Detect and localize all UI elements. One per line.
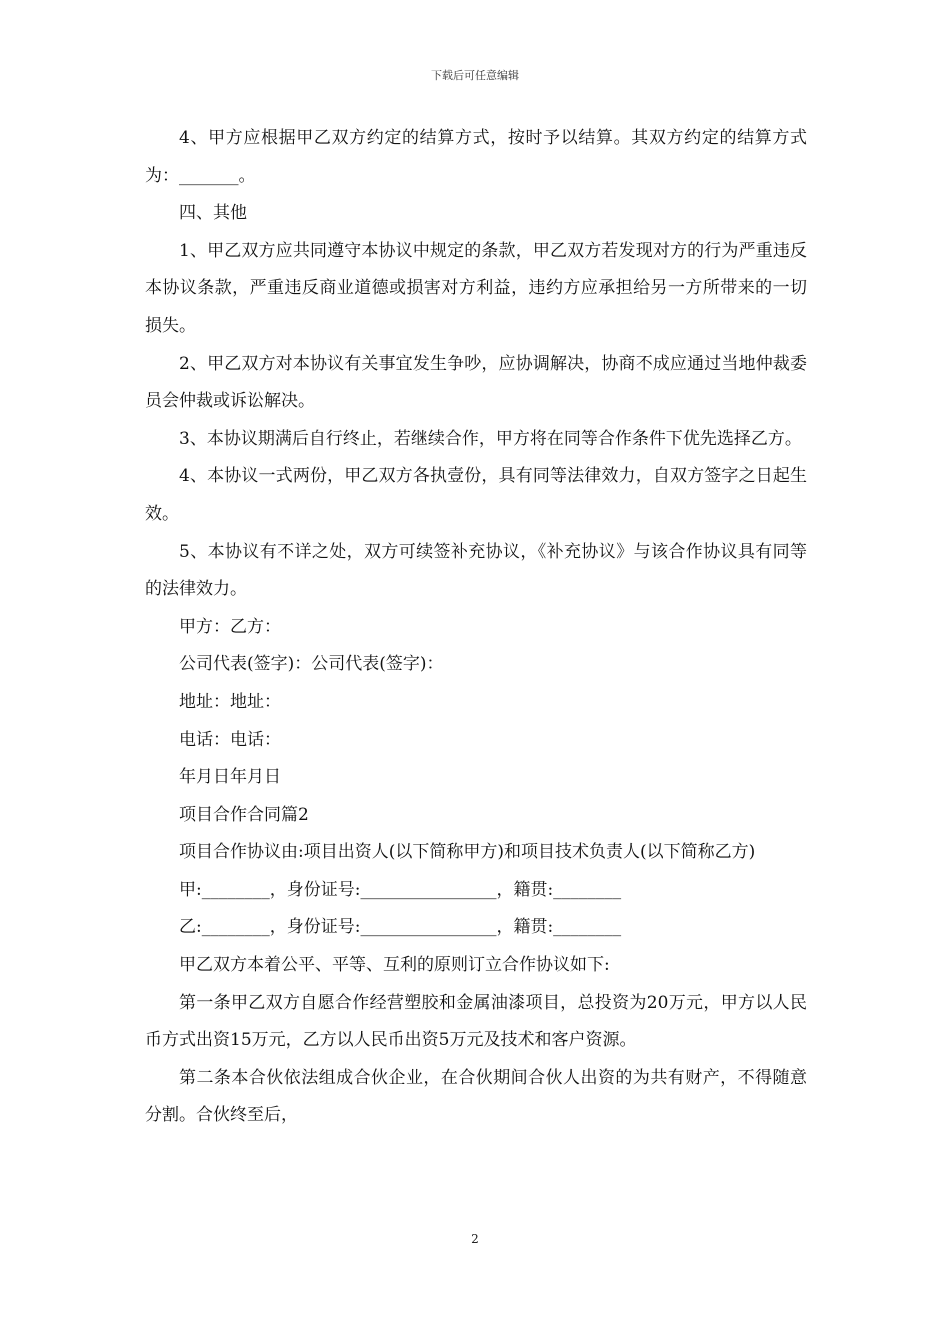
signature-representatives: 公司代表(签字)：公司代表(签字)： [179,654,444,675]
paragraph-principles: 甲乙双方本着公平、平等、互利的原则订立合作协议如下: [179,955,610,976]
page-header: 下载后可任意编辑 [431,69,519,82]
paragraph-clause-3: 3、本协议期满后自行终止，若继续合作，甲方将在同等合作条件下优先选择乙方。 [179,428,802,449]
party-b-info-line: 乙:________，身份证号:________________，籍贯:________ [179,917,622,938]
signature-addresses: 地址：地址： [179,691,281,712]
signature-dates: 年月日年月日 [179,767,281,788]
paragraph-settlement-clause: 4、甲方应根据甲乙双方约定的结算方式，按时予以结算。其双方约定的结算方式为：_______。 [145,128,807,186]
section-title-contract-2: 项目合作合同篇2 [179,804,309,825]
section-heading-other: 四、其他 [179,203,247,224]
party-a-info-line: 甲:________，身份证号:________________，籍贯:________ [179,879,622,900]
paragraph-clause-4: 4、本协议一式两份，甲乙双方各执壹份，具有同等法律效力，自双方签字之日起生效。 [145,466,807,524]
paragraph-clause-2: 2、甲乙双方对本协议有关事宜发生争吵，应协调解决，协商不成应通过当地仲裁委员会仲裁或诉讼解决。 [145,353,807,412]
paragraph-article-1: 第一条甲乙双方自愿合作经营塑胶和金属油漆项目，总投资为20万元，甲方以人民币方式出资15万元，乙方以人民币出资5万元及技术和客户资源。 [145,992,807,1051]
document-body [145,120,807,1135]
paragraph-agreement-intro: 项目合作协议由:项目出资人(以下简称甲方)和项目技术负责人(以下简称乙方) [179,842,756,863]
paragraph-clause-1: 1、甲乙双方应共同遵守本协议中规定的条款，甲乙双方若发现对方的行为严重违反本协议条款，严重违反商业道德或损害对方利益，违约方应承担给另一方所带来的一切损失。 [145,240,807,336]
paragraph-clause-5: 5、本协议有不详之处，双方可续签补充协议，《补充协议》与该合作协议具有同等的法律效力。 [145,541,807,600]
paragraph-article-2: 第二条本合伙依法组成合伙企业，在合伙期间合伙人出资的为共有财产，不得随意分割。合伙终至后， [145,1067,807,1126]
page-number: 2 [471,1232,479,1246]
signature-parties: 甲方：乙方： [179,616,281,637]
signature-phones: 电话：电话： [179,729,281,750]
